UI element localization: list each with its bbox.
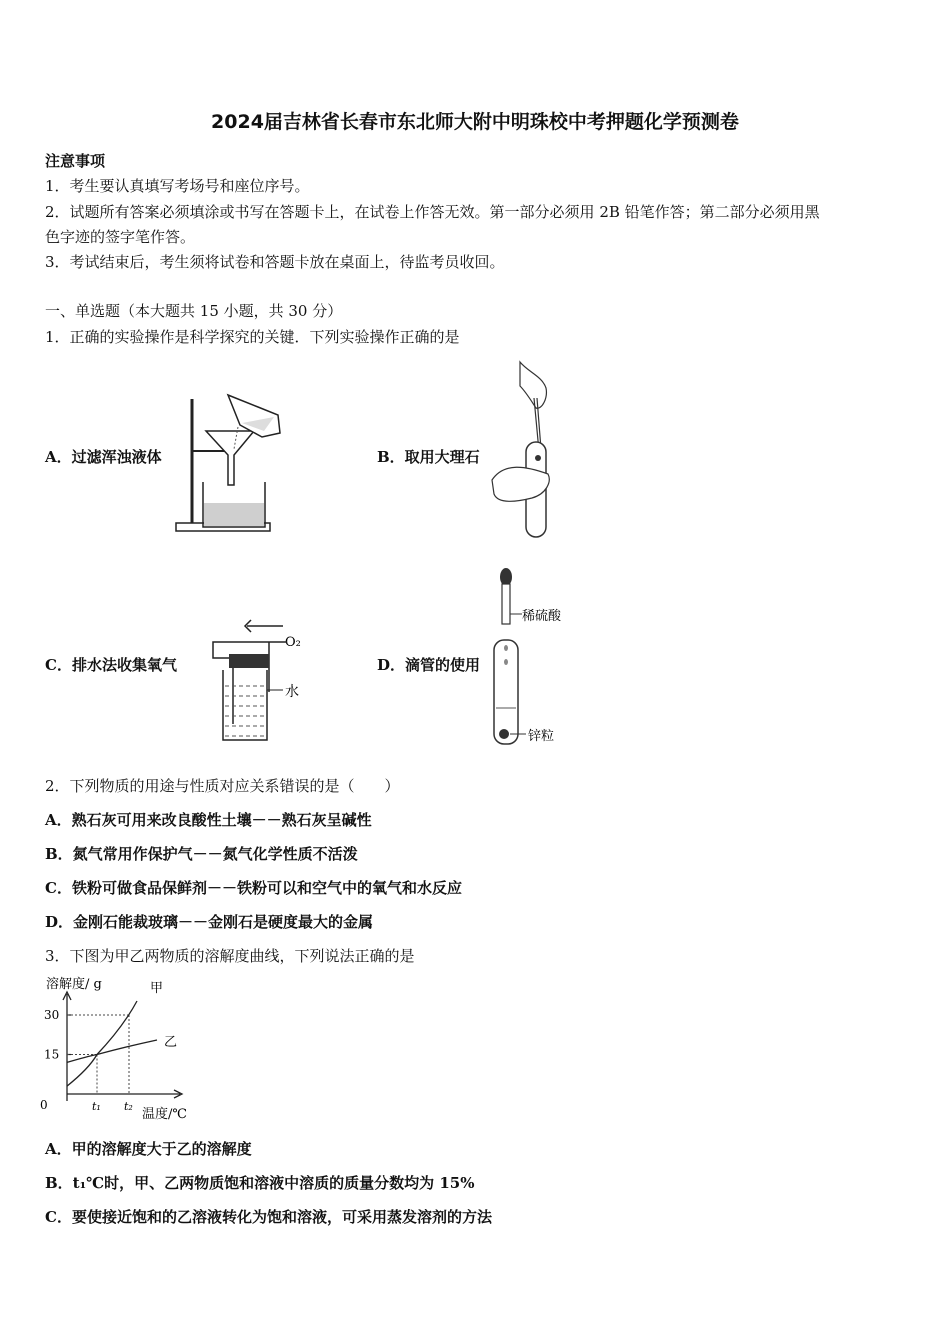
section-heading: 一、单选题（本大题共 15 小题，共 30 分）	[45, 302, 343, 320]
q3-option-c: C．要使接近饱和的乙溶液转化为饱和溶液，可采用蒸发溶剂的方法	[45, 1208, 492, 1226]
question-3-stem: 3．下图为甲乙两物质的溶解度曲线，下列说法正确的是	[45, 947, 415, 965]
notice-item: 3．考试结束后，考生须将试卷和答题卡放在桌面上，待监考员收回。	[45, 253, 505, 271]
q1-option-d: D．滴管的使用	[377, 656, 481, 674]
series-label: 乙	[164, 1035, 178, 1050]
series-label: 甲	[150, 981, 164, 996]
chart-ylabel: 溶解度/ g	[46, 977, 102, 992]
notice-item: 1．考生要认真填写考场号和座位序号。	[45, 177, 310, 195]
question-2-stem: 2．下列物质的用途与性质对应关系错误的是（ ）	[45, 777, 400, 795]
q3-option-a: A．甲的溶解度大于乙的溶解度	[45, 1140, 252, 1158]
q1-option-b: B．取用大理石	[377, 448, 480, 466]
q2-option-c: C．铁粉可做食品保鲜剂－－铁粉可以和空气中的氧气和水反应	[45, 879, 462, 897]
solubility-chart	[40, 970, 210, 1120]
notice-heading: 注意事项	[45, 152, 106, 170]
chart-xlabel: 温度/℃	[142, 1107, 187, 1122]
x-tick-label: t₁	[92, 1100, 101, 1113]
q2-option-b: B．氮气常用作保护气－－氮气化学性质不活泼	[45, 845, 358, 863]
series-line-2	[67, 1040, 157, 1062]
filtration-illustration	[170, 385, 290, 535]
label-water: 水	[285, 684, 299, 700]
y-tick-label: 15	[44, 1047, 60, 1062]
y-tick-label: 0	[40, 1098, 48, 1112]
q1-option-c: C．排水法收集氧气	[45, 656, 177, 674]
y-tick-label: 30	[44, 1008, 60, 1022]
page-title: 2024届吉林省长春市东北师大附中明珠校中考押题化学预测卷	[211, 111, 739, 133]
gas-collection-illustration	[205, 618, 315, 748]
q3-option-b: B．t₁℃时，甲、乙两物质饱和溶液中溶质的质量分数均为 15%	[45, 1174, 475, 1192]
q2-option-a: A．熟石灰可用来改良酸性土壤－－熟石灰呈碱性	[45, 811, 372, 829]
dropper-illustration	[490, 568, 580, 748]
notice-item: 色字迹的签字笔作答。	[45, 228, 196, 246]
q2-option-d: D．金刚石能裁玻璃－－金刚石是硬度最大的金属	[45, 913, 374, 931]
q1-option-a: A．过滤浑浊液体	[45, 448, 162, 466]
label-o2: O₂	[285, 635, 301, 650]
label-acid: 稀硫酸	[522, 609, 562, 624]
x-tick-label: t₂	[124, 1100, 133, 1113]
label-zinc: 锌粒	[528, 729, 555, 744]
series-line-1	[67, 1001, 137, 1086]
marble-illustration	[490, 362, 570, 542]
question-1-stem: 1．正确的实验操作是科学探究的关键．下列实验操作正确的是	[45, 328, 460, 346]
notice-item: 2．试题所有答案必须填涂或书写在答题卡上，在试卷上作答无效。第一部分必须用 2B 铅笔作答；第二部分必须用黑	[45, 203, 820, 221]
